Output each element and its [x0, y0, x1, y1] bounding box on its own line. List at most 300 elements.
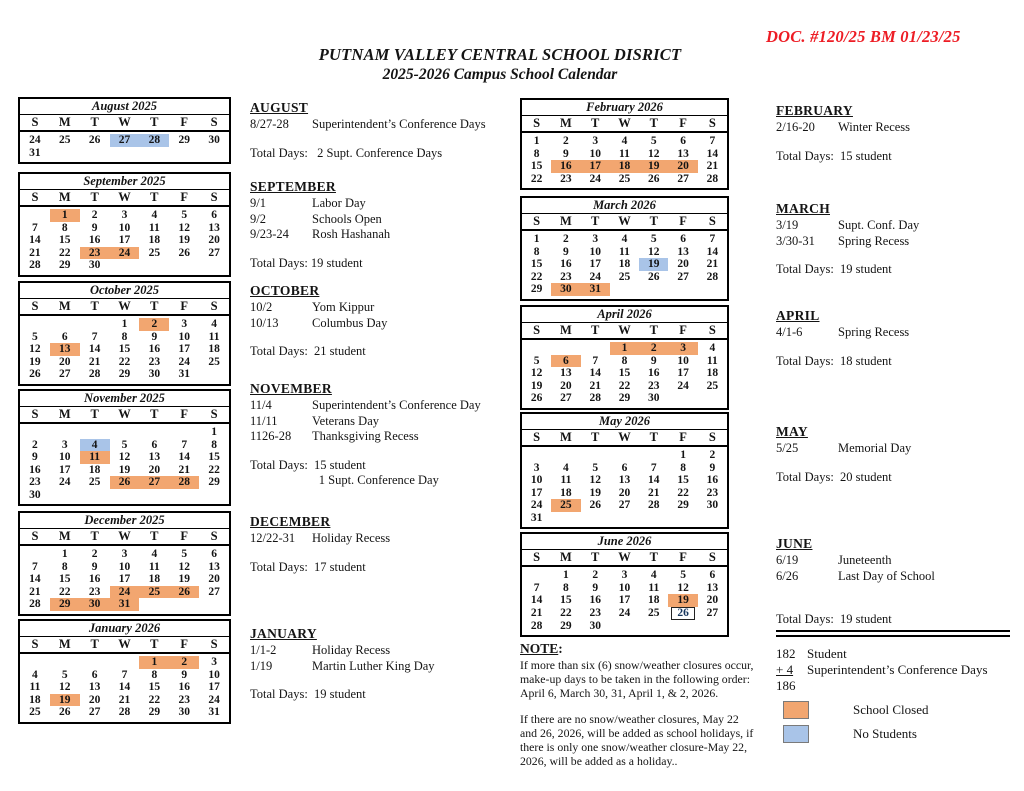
calendar-day-cell: 1: [211, 426, 217, 438]
calendar-day-cell: [668, 620, 697, 633]
calendar-day-cell: 7: [181, 438, 188, 451]
event-date: 1126-28: [250, 429, 292, 443]
calendar-oct2025: [18, 281, 231, 386]
calendar-day-cell: 29: [560, 619, 572, 632]
calendar-day-cell: 17: [589, 258, 601, 270]
calendar-day-cell: 17: [118, 234, 131, 246]
calendar-day-cell: [50, 318, 80, 331]
event-line: [776, 120, 1020, 136]
calendar-day-cell: 6: [709, 569, 716, 581]
calendar-day-cell: 29: [50, 598, 80, 611]
calendar-day-cell: 17: [677, 367, 689, 379]
total-days-line: Total Days: 19 student: [250, 687, 366, 701]
calendar-week-row: [522, 283, 727, 296]
weekday-letter: T: [90, 299, 99, 313]
calendar-day-cell: 7: [32, 560, 38, 573]
weekday-letter: T: [150, 529, 159, 543]
conference-day-label: Superintendent’s Conference Days: [807, 662, 988, 677]
calendar-day-cell: 4: [709, 342, 716, 354]
calendar-day-cell: 17: [530, 486, 543, 499]
calendar-day-cell: 30: [551, 283, 580, 296]
calendar-day-cell: 2: [169, 656, 199, 669]
calendar-day-cell: 21: [178, 463, 190, 476]
calendar-day-cell: 1: [680, 449, 686, 461]
event-date: 1/1-2: [250, 643, 277, 657]
calendar-day-cell: 19: [118, 463, 131, 476]
calendar-day-cell: 24: [618, 606, 631, 619]
doc-reference-number: DOC. #120/25 BM 01/23/25: [766, 27, 961, 46]
calendar-weekday-header: [20, 529, 229, 546]
calendar-day-cell: 11: [619, 147, 630, 160]
weekday-letter: S: [31, 190, 39, 204]
weekday-letter: S: [708, 430, 716, 444]
calendar-day-cell: 1: [610, 342, 639, 355]
calendar-day-cell: [169, 259, 199, 272]
calendar-day-cell: 13: [706, 581, 719, 594]
calendar-day-cell: 18: [618, 258, 631, 270]
weekday-letter: T: [591, 214, 600, 228]
calendar-day-cell: 20: [208, 573, 220, 585]
event-line: [250, 643, 502, 659]
no-students-swatch: [783, 725, 809, 743]
calendar-day-cell: [80, 318, 110, 331]
calendar-day-cell: [199, 489, 229, 502]
calendar-day-cell: 25: [148, 246, 161, 259]
calendar-aug2025: [18, 97, 231, 164]
calendar-day-cell: 4: [211, 318, 217, 330]
calendar-day-cell: 3: [181, 318, 188, 330]
calendar-day-cell: [610, 512, 639, 525]
calendar-day-cell: 23: [80, 247, 110, 260]
calendar-day-cell: 2: [563, 233, 569, 245]
calendar-weekday-header: [20, 115, 229, 132]
calendar-day-cell: 2: [563, 135, 569, 147]
calendar-week-row: [20, 234, 229, 247]
weekday-letter: W: [118, 407, 131, 421]
calendar-day-cell: 15: [59, 573, 71, 585]
calendar-day-cell: 7: [533, 581, 540, 594]
weekday-letter: S: [31, 529, 39, 543]
calendar-day-cell: [139, 147, 169, 160]
calendar-day-cell: 21: [29, 246, 41, 259]
calendar-day-cell: 16: [148, 343, 161, 355]
weekday-letter: M: [560, 323, 572, 337]
event-line: [776, 218, 1020, 234]
calendar-month-title: May 2026: [522, 414, 727, 430]
calendar-day-cell: 26: [178, 246, 190, 259]
calendar-day-grid: [20, 654, 229, 722]
calendar-day-cell: 19: [178, 234, 190, 246]
calendar-day-cell: 12: [677, 581, 689, 594]
calendar-day-cell: 11: [619, 245, 630, 258]
calendar-day-cell: 22: [677, 486, 689, 499]
calendar-day-cell: 1: [533, 135, 540, 147]
calendar-day-cell: 8: [61, 221, 68, 234]
calendar-month-title: October 2025: [20, 283, 229, 299]
calendar-week-row: [522, 160, 727, 173]
calendar-day-cell: 10: [59, 451, 71, 463]
calendar-day-cell: 24: [677, 379, 689, 392]
calendar-day-cell: [698, 512, 727, 525]
calendar-day-cell: [581, 342, 610, 355]
calendar-day-cell: 24: [589, 172, 601, 185]
calendar-day-cell: 10: [118, 221, 131, 234]
legend: [783, 699, 1013, 747]
event-label: Holiday Recess: [312, 643, 391, 657]
calendar-day-cell: 28: [139, 134, 169, 147]
note-section: [520, 641, 758, 780]
calendar-day-cell: 16: [648, 367, 660, 379]
calendar-day-cell: 8: [211, 438, 217, 451]
calendar-day-cell: [698, 392, 727, 405]
weekday-letter: W: [118, 299, 131, 313]
calendar-day-cell: 6: [680, 135, 686, 147]
calendar-day-cell: 5: [181, 548, 188, 560]
calendar-week-row: [20, 259, 229, 272]
calendar-day-cell: 27: [208, 246, 220, 259]
summary-student-line: [776, 646, 1010, 662]
calendar-day-cell: 18: [148, 573, 161, 585]
legend-row-school-closed: [783, 699, 1013, 721]
calendar-day-cell: 31: [530, 511, 543, 524]
event-date: 9/23-24: [250, 227, 289, 241]
event-line: [250, 300, 502, 316]
calendar-day-cell: 26: [589, 499, 601, 511]
calendar-day-cell: 30: [706, 499, 719, 511]
calendar-weekday-header: [522, 116, 727, 133]
calendar-week-row: [20, 368, 229, 381]
calendar-day-cell: 21: [118, 693, 131, 706]
weekday-letter: T: [591, 116, 600, 130]
calendar-day-cell: 17: [581, 160, 610, 173]
calendar-day-cell: 28: [706, 270, 719, 283]
calendar-day-cell: 22: [59, 246, 71, 259]
calendar-day-cell: 13: [618, 474, 631, 486]
calendar-day-cell: 24: [110, 586, 140, 599]
calendar-day-cell: 29: [118, 368, 131, 380]
calendar-day-cell: 15: [208, 451, 220, 463]
calendar-day-cell: 16: [560, 258, 572, 270]
calendar-mar2026: [520, 196, 729, 301]
month-section-heading: APRIL: [776, 308, 820, 323]
calendar-day-cell: 25: [618, 172, 631, 185]
calendar-week-row: [522, 607, 727, 620]
calendar-day-cell: [20, 209, 50, 222]
calendar-week-row: [522, 367, 727, 380]
calendar-day-cell: [581, 512, 610, 525]
total-days-line: Total Days: 17 student: [250, 559, 366, 574]
total-days-line: 1 Supt. Conference Day: [250, 473, 439, 487]
calendar-day-cell: [610, 283, 639, 296]
calendar-day-cell: 23: [560, 172, 572, 185]
weekday-letter: T: [150, 637, 159, 651]
calendar-week-row: [522, 258, 727, 271]
calendar-day-cell: 27: [618, 499, 631, 511]
calendar-day-cell: 4: [32, 668, 38, 681]
weekday-letter: T: [150, 115, 159, 129]
calendar-day-cell: 21: [706, 160, 719, 172]
calendar-week-row: [522, 487, 727, 500]
event-date: 11/4: [250, 398, 272, 412]
month-section-september: [250, 179, 502, 271]
calendar-day-cell: 7: [709, 135, 716, 147]
calendar-day-cell: 14: [530, 594, 543, 606]
calendar-may2026: [520, 412, 729, 529]
month-section-june: [776, 536, 1020, 628]
weekday-letter: T: [150, 407, 159, 421]
event-line: [250, 398, 502, 414]
school-closed-label: School Closed: [853, 702, 929, 717]
event-date: 6/19: [776, 553, 799, 567]
calendar-day-cell: 29: [178, 134, 190, 146]
weekday-letter: W: [118, 190, 131, 204]
calendar-week-row: [20, 548, 229, 561]
calendar-day-cell: 3: [592, 233, 599, 245]
weekday-letter: F: [180, 529, 189, 543]
calendar-day-cell: 2: [91, 548, 98, 560]
calendar-day-cell: 2: [639, 342, 668, 355]
weekday-letter: T: [649, 430, 658, 444]
page-header: [0, 45, 1000, 84]
calendar-day-cell: [139, 259, 169, 272]
event-label: Veterans Day: [312, 413, 379, 428]
calendar-day-cell: 4: [151, 209, 158, 221]
weekday-letter: M: [560, 430, 572, 444]
calendar-day-cell: 28: [118, 706, 131, 718]
event-date: 5/25: [776, 441, 799, 455]
event-date: 8/27-28: [250, 117, 289, 131]
calendar-day-cell: 8: [121, 330, 128, 343]
calendar-jan2026: [18, 619, 231, 724]
calendar-day-cell: 23: [29, 476, 41, 488]
calendar-day-cell: 3: [211, 656, 217, 668]
calendar-day-cell: 16: [29, 463, 41, 476]
weekday-letter: S: [533, 214, 541, 228]
calendar-day-cell: 16: [178, 681, 190, 693]
calendar-weekday-header: [20, 407, 229, 424]
calendar-day-cell: 12: [178, 560, 190, 573]
event-date: 6/26: [776, 568, 799, 583]
calendar-day-cell: [139, 426, 169, 439]
calendar-day-cell: 20: [560, 379, 572, 392]
event-line: [250, 531, 502, 547]
weekday-letter: S: [708, 214, 716, 228]
calendar-day-cell: 25: [618, 270, 631, 283]
total-day-count: 186: [776, 678, 796, 693]
summary-conference-line: [776, 662, 1010, 678]
calendar-day-cell: 4: [621, 135, 628, 147]
calendar-day-cell: 23: [148, 355, 161, 368]
calendar-day-cell: 3: [121, 209, 128, 221]
calendar-day-cell: 24: [208, 693, 220, 706]
calendar-day-cell: 13: [560, 367, 572, 379]
calendar-week-row: [522, 449, 727, 462]
calendar-dec2025: [18, 511, 231, 616]
calendar-week-row: [522, 246, 727, 259]
calendar-weekday-header: [522, 214, 727, 231]
calendar-day-cell: [199, 368, 229, 381]
calendar-day-cell: 5: [650, 233, 657, 245]
calendar-day-cell: [668, 283, 697, 296]
event-date: 10/2: [250, 300, 273, 314]
calendar-day-cell: 19: [639, 258, 668, 271]
calendar-day-cell: 29: [208, 476, 220, 488]
calendar-week-row: [522, 355, 727, 368]
weekday-letter: M: [560, 116, 572, 130]
calendar-week-row: [522, 499, 727, 512]
calendar-day-cell: 19: [589, 486, 601, 499]
calendar-week-row: [20, 451, 229, 464]
weekday-letter: S: [210, 407, 218, 421]
calendar-day-cell: [50, 147, 80, 160]
calendar-day-cell: 31: [110, 598, 140, 611]
month-section-november: [250, 381, 502, 489]
student-day-label: Student: [807, 646, 847, 661]
calendar-week-row: [20, 439, 229, 452]
calendar-day-cell: 26: [530, 392, 543, 404]
weekday-letter: M: [560, 550, 572, 564]
weekday-letter: S: [708, 323, 716, 337]
note-heading: NOTE:: [520, 641, 563, 656]
weekday-letter: M: [560, 214, 572, 228]
school-closed-swatch: [783, 701, 809, 719]
calendar-day-cell: 20: [677, 258, 689, 270]
event-label: Spring Recess: [838, 233, 910, 248]
calendar-day-cell: 29: [59, 259, 71, 271]
weekday-letter: M: [58, 299, 71, 313]
weekday-letter: F: [679, 430, 687, 444]
month-section-heading: OCTOBER: [250, 283, 320, 298]
calendar-day-cell: 12: [59, 681, 71, 693]
calendar-apr2026: [520, 305, 729, 410]
calendar-day-cell: 13: [208, 560, 220, 573]
calendar-day-cell: 13: [50, 343, 80, 356]
calendar-day-cell: 28: [589, 392, 601, 404]
weekday-letter: S: [31, 115, 39, 129]
calendar-day-cell: 12: [530, 367, 543, 379]
calendar-day-cell: [698, 283, 727, 296]
calendar-day-cell: 12: [29, 343, 41, 355]
calendar-day-cell: 9: [91, 221, 98, 234]
note-paragraph-1: If more than six (6) snow/weather closures occur, make-up days to be taken in the following order: April 6, March 30, 31, April 1, & 2, 2026.: [520, 658, 754, 700]
weekday-letter: S: [210, 115, 218, 129]
calendar-day-cell: 13: [677, 147, 689, 160]
calendar-week-row: [522, 380, 727, 393]
calendar-day-cell: 11: [148, 221, 160, 234]
calendar-day-cell: 20: [706, 594, 719, 606]
calendar-day-cell: 9: [592, 581, 599, 594]
event-line: [250, 227, 502, 243]
calendar-day-cell: 26: [648, 172, 660, 185]
calendar-day-cell: 22: [208, 463, 220, 476]
calendar-day-cell: 8: [151, 668, 158, 681]
calendar-day-cell: 4: [650, 569, 657, 581]
calendar-day-cell: [139, 489, 169, 502]
calendar-day-cell: 26: [59, 706, 71, 718]
calendar-week-row: [20, 147, 229, 160]
calendar-day-cell: [80, 489, 110, 502]
calendar-week-row: [20, 134, 229, 147]
calendar-week-row: [20, 209, 229, 222]
calendar-day-cell: 20: [668, 160, 697, 173]
calendar-month-title: June 2026: [522, 534, 727, 550]
calendar-day-cell: 24: [178, 355, 190, 368]
calendar-day-cell: 25: [648, 606, 660, 619]
calendar-day-cell: 31: [178, 368, 190, 380]
calendar-day-cell: 22: [618, 379, 631, 392]
weekday-letter: M: [58, 115, 71, 129]
event-date: 3/19: [776, 218, 799, 232]
calendar-day-cell: [522, 449, 551, 462]
calendar-week-row: [522, 582, 727, 595]
calendar-day-cell: 26: [169, 586, 199, 599]
calendar-day-cell: [668, 512, 697, 525]
calendar-day-cell: 14: [29, 573, 41, 585]
weekday-letter: T: [90, 115, 99, 129]
calendar-day-cell: 6: [61, 330, 68, 343]
calendar-day-cell: 17: [208, 681, 220, 693]
calendar-day-cell: 5: [650, 135, 657, 147]
month-section-heading: JANUARY: [250, 626, 317, 641]
calendar-day-cell: 9: [181, 668, 188, 681]
calendar-week-row: [20, 573, 229, 586]
page-title: PUTNAM VALLEY CENTRAL SCHOOL DISRICT: [318, 45, 682, 64]
calendar-day-cell: [199, 598, 229, 611]
calendar-day-cell: 2: [32, 438, 38, 451]
calendar-day-cell: 20: [148, 463, 161, 476]
calendar-day-cell: 10: [677, 354, 689, 367]
calendar-day-cell: 14: [706, 245, 719, 258]
event-line: [776, 441, 1020, 457]
weekday-letter: S: [533, 430, 541, 444]
calendar-week-row: [522, 512, 727, 525]
month-section-heading: JUNE: [776, 536, 813, 551]
calendar-weekday-header: [20, 299, 229, 316]
weekday-letter: S: [533, 550, 541, 564]
total-days-line: Total Days: 20 student: [776, 469, 892, 484]
calendar-day-cell: 28: [88, 368, 101, 380]
calendar-week-row: [20, 464, 229, 477]
calendar-week-row: [20, 356, 229, 369]
calendar-day-cell: 18: [706, 367, 719, 379]
weekday-letter: S: [533, 116, 541, 130]
calendar-day-grid: [522, 133, 727, 188]
weekday-letter: M: [58, 407, 71, 421]
calendar-day-cell: [20, 656, 50, 669]
calendar-day-grid: [20, 132, 229, 162]
calendar-day-cell: 20: [618, 486, 631, 499]
calendar-day-cell: 15: [618, 367, 631, 379]
weekday-letter: F: [180, 637, 189, 651]
calendar-day-cell: [110, 426, 140, 439]
calendar-day-cell: 20: [208, 234, 220, 246]
calendar-weekday-header: [522, 323, 727, 340]
weekday-letter: S: [210, 637, 218, 651]
event-label: Superintendent’s Conference Days: [312, 117, 486, 131]
calendar-week-row: [20, 706, 229, 719]
calendar-day-cell: 21: [88, 355, 101, 368]
weekday-letter: M: [58, 637, 71, 651]
calendar-week-row: [20, 343, 229, 356]
calendar-day-cell: [169, 598, 199, 611]
calendar-day-cell: 2: [709, 449, 716, 461]
calendar-day-cell: 5: [32, 330, 38, 343]
calendar-day-cell: 16: [551, 160, 580, 173]
month-section-heading: AUGUST: [250, 100, 309, 115]
calendar-day-cell: 22: [530, 172, 543, 185]
calendar-day-cell: [610, 620, 639, 633]
calendar-day-cell: 14: [88, 343, 101, 355]
